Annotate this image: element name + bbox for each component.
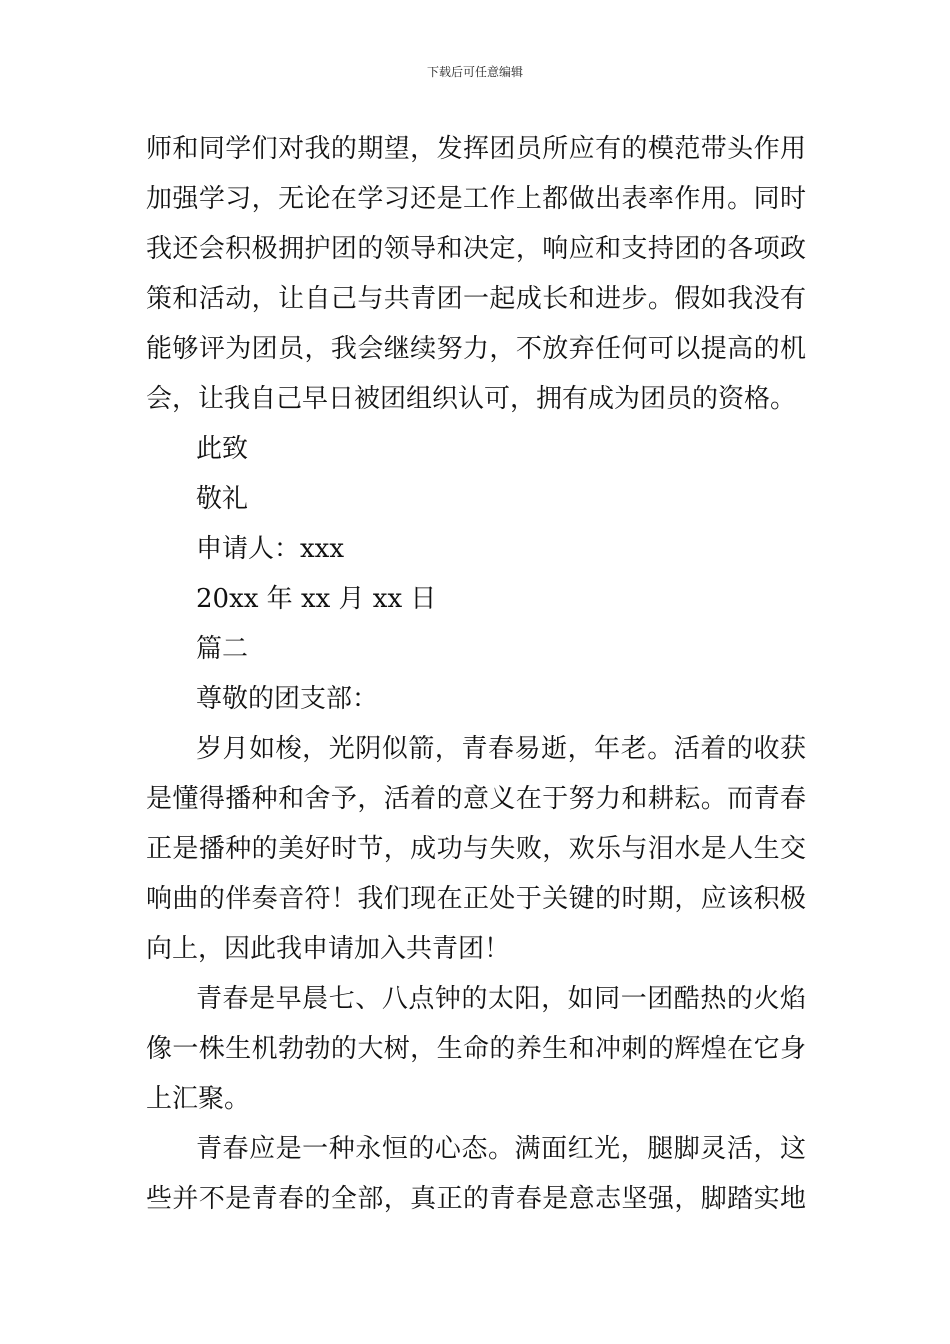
applicant-line: 申请人：xxx xyxy=(196,534,344,564)
paragraph-line: 正是播种的美好时节，成功与失败，欢乐与泪水是人生交 xyxy=(146,834,806,864)
paragraph-line: 些并不是青春的全部，真正的青春是意志坚强，脚踏实地 xyxy=(146,1184,806,1214)
paragraph-line: 师和同学们对我的期望，发挥团员所应有的模范带头作用 xyxy=(146,134,806,164)
date-line: 20xx 年 xx 月 xx 日 xyxy=(196,584,437,614)
closing-line: 此致 xyxy=(196,434,249,464)
closing-line: 敬礼 xyxy=(196,484,249,514)
paragraph-line: 上汇聚。 xyxy=(146,1084,251,1114)
paragraph-line: 响曲的伴奏音符！我们现在正处于关键的时期，应该积极 xyxy=(146,884,806,914)
section-heading: 篇二 xyxy=(196,634,249,664)
paragraph-line: 是懂得播种和舍予，活着的意义在于努力和耕耘。而青春 xyxy=(146,784,806,814)
paragraph-line: 青春应是一种永恒的心态。满面红光，腿脚灵活，这 xyxy=(196,1134,806,1164)
paragraph-line: 青春是早晨七、八点钟的太阳，如同一团酷热的火焰 xyxy=(196,984,806,1014)
salutation-line: 尊敬的团支部： xyxy=(196,684,379,714)
paragraph-line: 能够评为团员，我会继续努力，不放弃任何可以提高的机 xyxy=(146,334,806,364)
document-body xyxy=(146,124,806,1224)
paragraph-line: 会，让我自己早日被团组织认可，拥有成为团员的资格。 xyxy=(146,384,797,414)
paragraph-line: 我还会积极拥护团的领导和决定，响应和支持团的各项政 xyxy=(146,234,806,264)
paragraph-line: 向上，因此我申请加入共青团！ xyxy=(146,934,511,964)
paragraph-line: 岁月如梭，光阴似箭，青春易逝，年老。活着的收获 xyxy=(196,734,806,764)
paragraph-line: 像一株生机勃勃的大树，生命的养生和冲刺的辉煌在它身 xyxy=(146,1034,806,1064)
header-note: 下载后可任意编辑 xyxy=(426,65,523,79)
paragraph-line: 策和活动，让自己与共青团一起成长和进步。假如我没有 xyxy=(146,284,806,314)
paragraph-line: 加强学习，无论在学习还是工作上都做出表率作用。同时 xyxy=(146,184,806,214)
